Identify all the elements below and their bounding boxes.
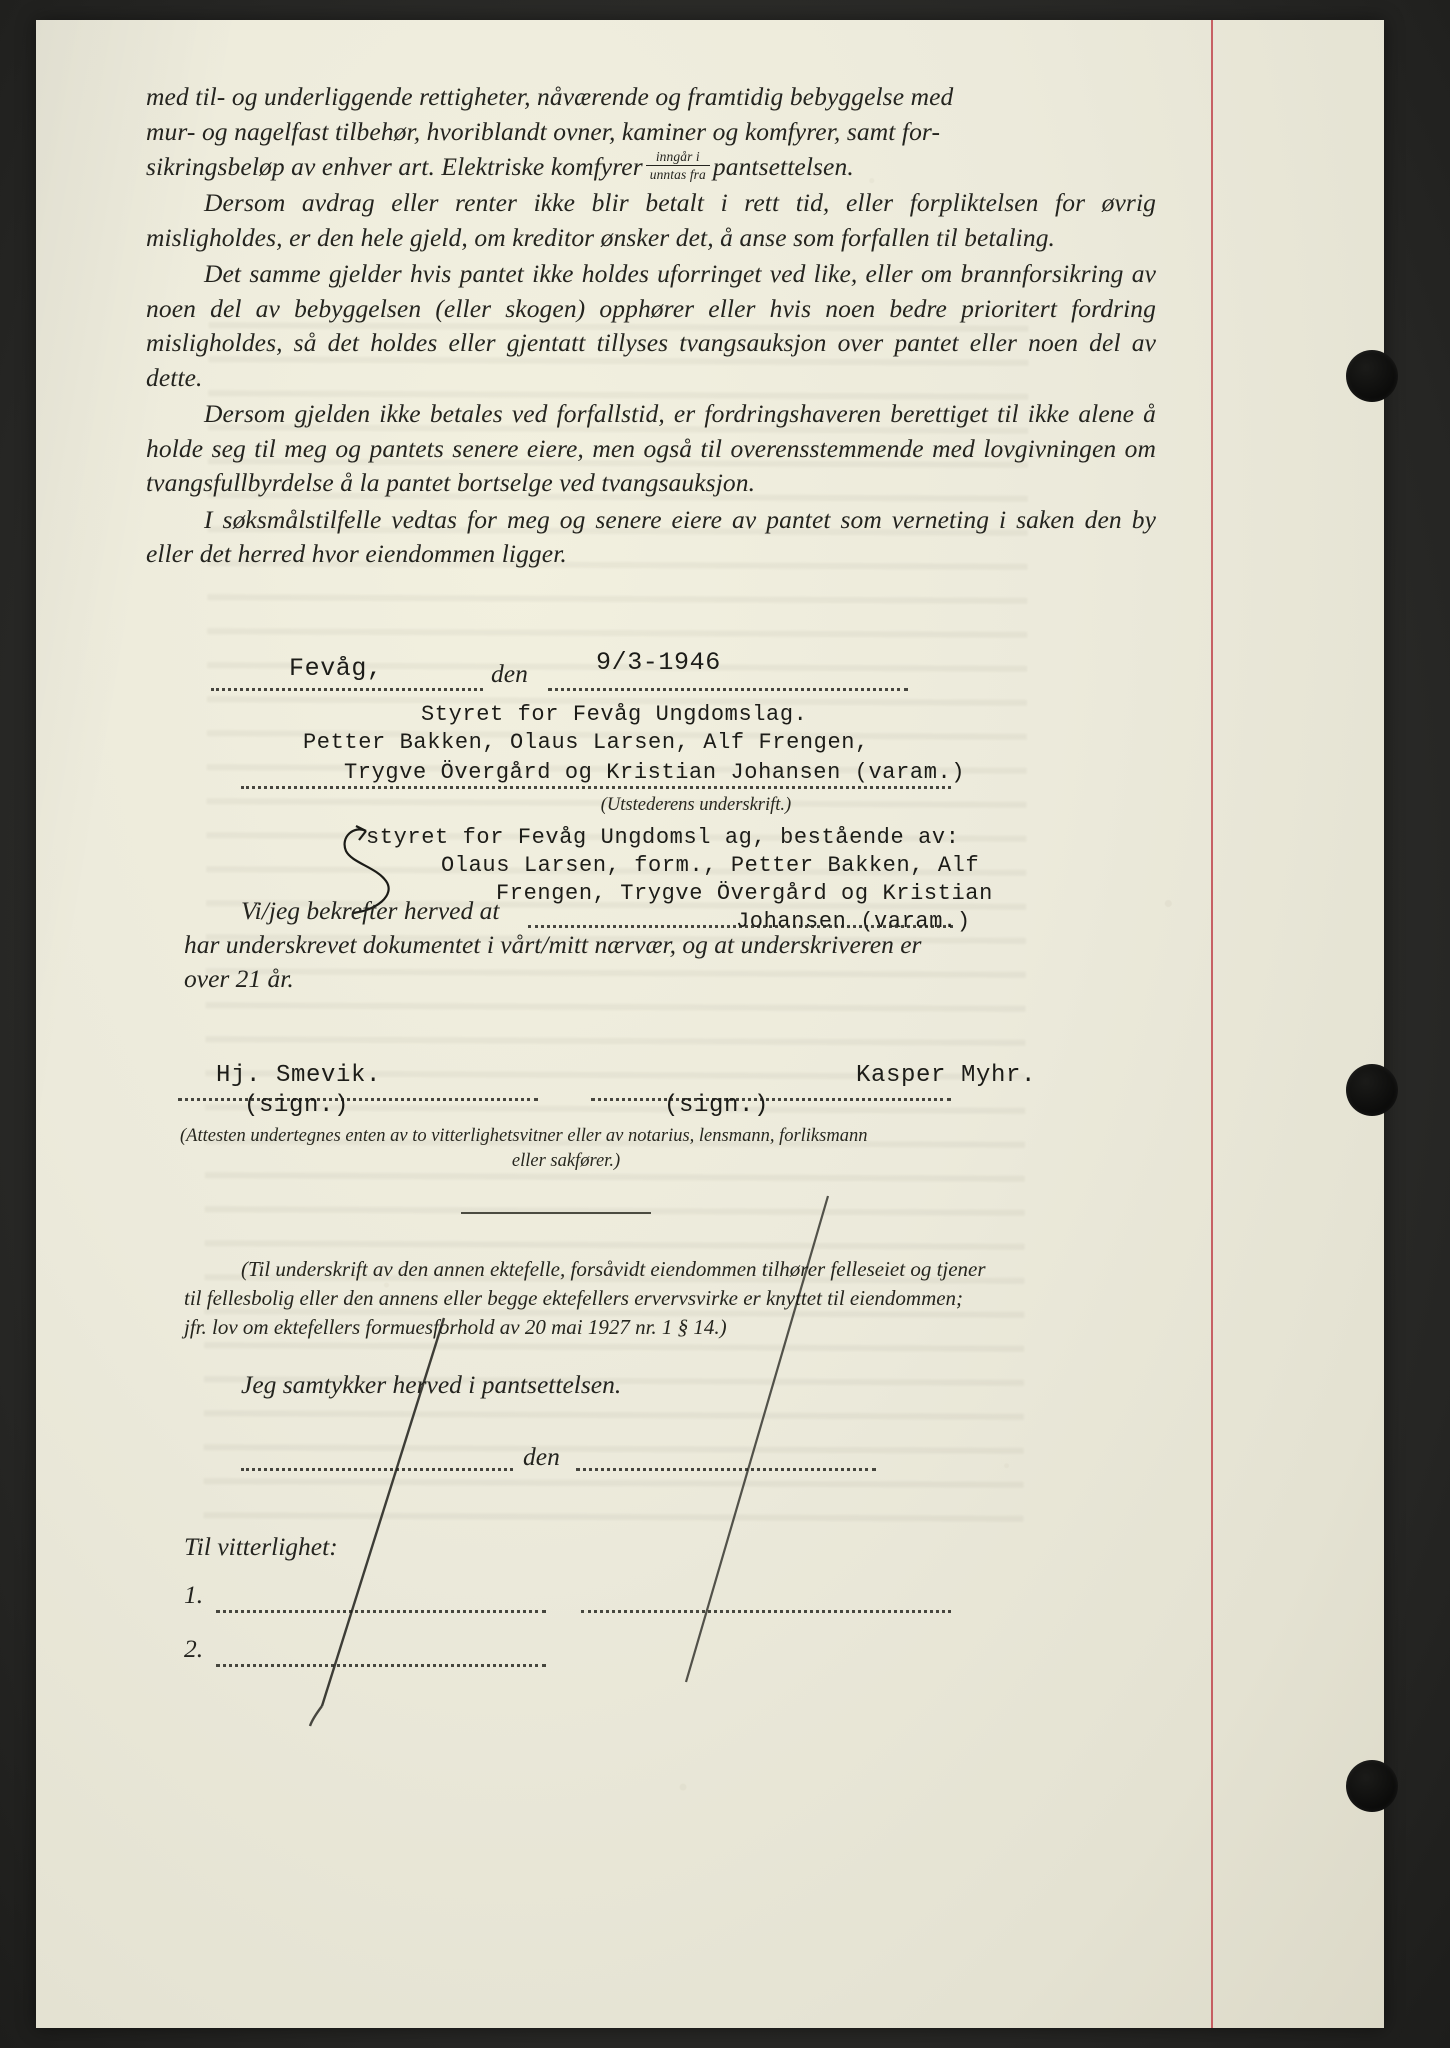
paper-sheet xyxy=(36,20,1384,2028)
witness-right-sign-label: (sign.) xyxy=(664,1092,770,1119)
confirm-typed-line-1: styret for Fevåg Ungdomsl ag, bestående av: xyxy=(366,825,960,850)
paragraph-4: Dersom gjelden ikke betales ved forfallstid, er fordringshaveren berettiget til ikke alene å holde seg til meg og pantets senere eiere, men også til overensstemmende med lovgivningen om tvangsfullbyrdelse å la pantet bortselge ved tvangsauksjon. xyxy=(146,399,1156,498)
witness-footer-item-1-left-line xyxy=(216,1610,546,1613)
spouse-place-dotted-line xyxy=(241,1468,513,1471)
witness-right-name: Kasper Myhr. xyxy=(856,1062,1037,1089)
punch-hole-top xyxy=(1346,350,1398,402)
komfyrer-fraction xyxy=(646,149,710,182)
spouse-note-line-3: jfr. lov om ektefellers formuesforhold av 20 mai 1927 nr. 1 § 14.) xyxy=(184,1315,727,1339)
para1-line3-part-a: sikringsbeløp av enhver art. Elektriske komfyrer xyxy=(146,151,643,181)
witness-footer-item-1-right-line xyxy=(581,1610,951,1613)
spouse-note-line-1: (Til underskrift av den annen ektefelle, forsåvidt eiendommen tilhører felleseiet og tjener xyxy=(241,1257,986,1281)
paragraph-5: I søksmålstilfelle vedtas for meg og senere eiere av pantet som verneting i saken den by eller det herred hvor eiendommen ligger. xyxy=(146,504,1156,569)
fraction-denominator: unntas fra xyxy=(649,167,706,182)
para1-line3-part-b: pantsettelsen. xyxy=(712,151,854,181)
date-value: 9/3-1946 xyxy=(596,648,721,677)
den-label: den xyxy=(491,659,528,688)
punch-hole-middle xyxy=(1346,1064,1398,1116)
fraction-numerator: inngår i xyxy=(646,149,710,166)
confirm-printed-line-1: Vi/jeg bekrefter herved at xyxy=(241,896,500,925)
paragraph-1 xyxy=(146,80,1156,184)
witness-left-sign-label: (sign.) xyxy=(244,1092,350,1119)
witness-left-dotted-line xyxy=(178,1098,538,1101)
witness-caption-line-2: eller sakfører.) xyxy=(511,1151,621,1171)
witness-footer-item-1-label: 1. xyxy=(184,1580,204,1609)
spouse-consent-sentence: Jeg samtykker herved i pantsettelsen. xyxy=(241,1370,622,1399)
witness-footer-heading: Til vitterlighet: xyxy=(184,1532,338,1561)
date-dotted-line xyxy=(548,688,908,691)
issuer-dotted-line xyxy=(241,786,951,789)
spouse-den-label: den xyxy=(523,1442,560,1471)
place-value: Fevåg, xyxy=(289,654,383,683)
section-divider xyxy=(461,1212,651,1214)
confirm-typed-line-3: Frengen, Trygve Övergård og Kristian xyxy=(496,881,993,906)
paragraph-3: Det samme gjelder hvis pantet ikke holdes uforringet ved like, eller om brannforsikring av noen del av bebyggelsen (eller skogen) opphører eller hvis noen bedre prioritert fordring misligholdes, så det holdes eller gjentatt tillyses tvangsauksjon over pantet eller noen del av dette. xyxy=(146,259,1156,392)
spouse-date-dotted-line xyxy=(576,1468,876,1471)
paragraph-2: Dersom avdrag eller renter ikke blir betalt i rett tid, eller forpliktelsen for øvrig misligholdes, er den hele gjeld, om kreditor ønsker det, å anse som forfallen til betaling. xyxy=(146,188,1156,252)
issuer-line-2: Petter Bakken, Olaus Larsen, Alf Frengen, xyxy=(303,730,869,755)
red-margin-rule xyxy=(1211,20,1213,2028)
place-dotted-line xyxy=(211,688,483,691)
confirm-typed-line-4: Johansen (varam.) xyxy=(736,909,971,934)
para1-line2: mur- og nagelfast tilbehør, hvoriblandt ovner, kaminer og komfyrer, samt for- xyxy=(146,116,941,146)
issuer-line-1: Styret for Fevåg Ungdomslag. xyxy=(421,702,808,727)
witness-left-name: Hj. Smevik. xyxy=(216,1062,382,1089)
spouse-note-line-2: til fellesbolig eller den annens eller begge ektefellers ervervsvirke er knyttet til eiendommen; xyxy=(184,1286,964,1310)
witness-caption-line-1: (Attesten undertegnes enten av to vitterlighetsvitner eller av notarius, lensmann, forliksmann xyxy=(180,1126,868,1146)
witness-footer-item-2-line xyxy=(216,1664,546,1667)
printed-body-text xyxy=(146,80,1156,572)
confirm-typed-line-2: Olaus Larsen, form., Petter Bakken, Alf xyxy=(441,853,980,878)
confirm-printed-line-2: har underskrevet dokumentet i vårt/mitt nærvær, og at underskriveren er xyxy=(184,930,922,959)
punch-hole-bottom xyxy=(1346,1760,1398,1812)
issuer-line-3: Trygve Övergård og Kristian Johansen (varam.) xyxy=(344,760,966,785)
issuer-caption: (Utstederens underskrift.) xyxy=(600,795,792,815)
document-content xyxy=(146,80,1156,574)
confirm-printed-line-3: over 21 år. xyxy=(184,964,294,993)
para1-line1: med til- og underliggende rettigheter, nåværende og framtidig bebyggelse med xyxy=(146,82,954,111)
witness-footer-item-2-label: 2. xyxy=(184,1634,204,1663)
witness-right-dotted-line xyxy=(591,1098,951,1101)
